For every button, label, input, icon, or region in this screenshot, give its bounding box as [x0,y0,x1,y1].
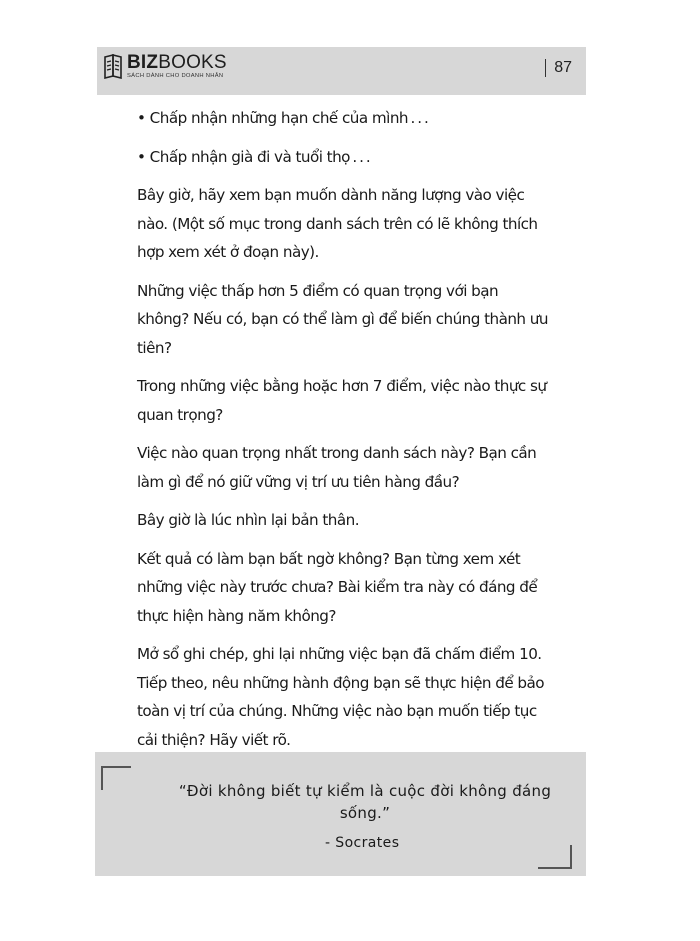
page-number [545,59,572,77]
bizbooks-logo [103,53,227,80]
paragraph: Mở sổ ghi chép, ghi lại những việc bạn đã chấm điểm 10. Tiếp theo, nêu những hành động bạn sẽ thực hiện để bảo toàn vị trí của chúng. Những việc nào bạn muốn tiếp tục cải thiện? Hãy viết rõ. [137,645,545,749]
logo-brand-light: BOOKS [158,52,227,73]
logo-brand-name [127,53,227,72]
quote-corner-top-left [101,766,131,790]
bullet-paragraph: • Chấp nhận những hạn chế của mình . . . [137,109,429,127]
page-header [97,47,586,95]
logo-brand-bold: BIZ [127,52,159,73]
quote-box [95,752,586,876]
book-logo-icon [103,53,123,79]
quote-text: “Đời không biết tự kiểm là cuộc đời không đáng sống.” [178,782,552,822]
quote-corner-bottom-right [538,845,572,869]
paragraph: Việc nào quan trọng nhất trong danh sách này? Bạn cần làm gì để nó giữ vững vị trí ưu tiên hàng đầu? [137,444,537,491]
paragraph: Những việc thấp hơn 5 điểm có quan trọng với bạn không? Nếu có, bạn có thể làm gì để biến chúng thành ưu tiên? [137,281,548,357]
paragraph: Bây giờ là lúc nhìn lại bản thân. [137,511,359,529]
paragraph: Bây giờ, hãy xem bạn muốn dành năng lượng vào việc nào. (Một số mục trong danh sách trên có lẽ không thích hợp xem xét ở đoạn này). [137,186,538,261]
page-number-divider [545,59,547,77]
paragraph: Trong những việc bằng hoặc hơn 7 điểm, việc nào thực sự quan trọng? [137,377,547,424]
bullet-paragraph: • Chấp nhận già đi và tuổi thọ . . . [137,147,371,166]
paragraph: Kết quả có làm bạn bất ngờ không? Bạn từng xem xét những việc này trước chưa? Bài kiểm tra này có đáng để thực hiện hàng năm không? [137,549,538,625]
body-text [137,104,552,764]
logo-tagline: SÁCH DÀNH CHO DOANH NHÂN [127,73,224,79]
quote-author: - Socrates [325,835,400,851]
page-number-value: 87 [554,59,572,76]
